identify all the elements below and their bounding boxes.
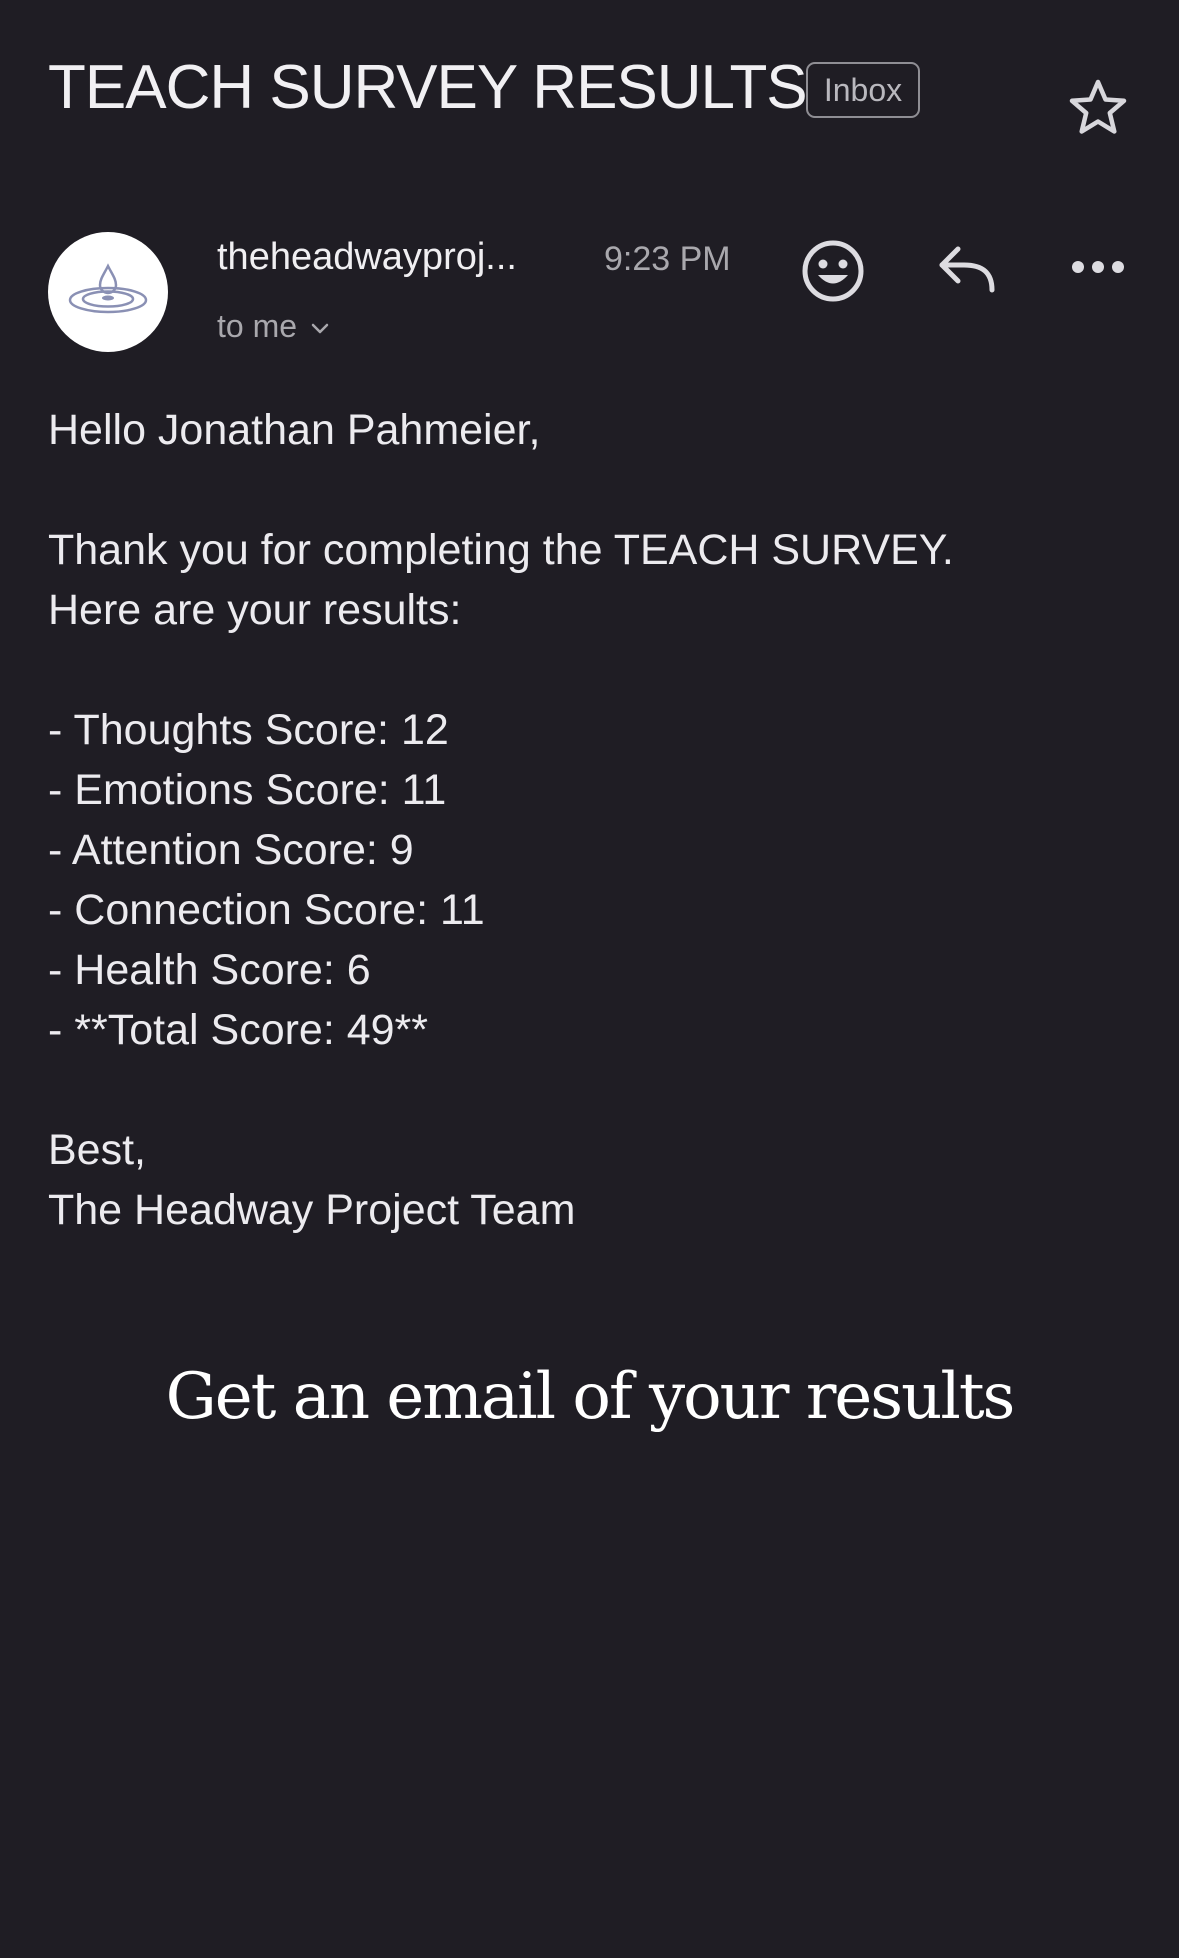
chevron-down-icon [311, 323, 329, 335]
smiley-icon[interactable] [800, 238, 866, 304]
more-horizontal-icon[interactable] [1068, 252, 1128, 282]
score-emotions: - Emotions Score: 11 [48, 766, 447, 814]
score-total: - **Total Score: 49** [48, 1006, 429, 1054]
recipient-details-toggle[interactable] [217, 308, 329, 345]
score-thoughts: - Thoughts Score: 12 [48, 706, 449, 754]
message-time: 9:23 PM [604, 240, 731, 278]
score-health: - Health Score: 6 [48, 946, 371, 994]
star-outline-icon[interactable] [1066, 76, 1130, 140]
score-connection: - Connection Score: 11 [48, 886, 485, 934]
recipient-label: to me [217, 308, 298, 344]
signoff-line: Best, [48, 1126, 146, 1174]
intro-line-2: Here are your results: [48, 586, 462, 634]
sender-avatar[interactable] [48, 232, 168, 352]
signature-line: The Headway Project Team [48, 1186, 576, 1234]
reply-arrow-icon[interactable] [934, 240, 996, 296]
email-subject: TEACH SURVEY RESULTS [48, 53, 807, 122]
score-attention: - Attention Score: 9 [48, 826, 414, 874]
greeting-line: Hello Jonathan Pahmeier, [48, 406, 541, 454]
intro-line-1: Thank you for completing the TEACH SURVEY. [48, 526, 954, 574]
sender-name[interactable]: theheadwayproj... [217, 236, 517, 278]
inbox-label-chip[interactable]: Inbox [806, 62, 920, 118]
video-caption: Get an email of your results [165, 1360, 1014, 1434]
water-drop-ripple-icon [66, 252, 150, 332]
